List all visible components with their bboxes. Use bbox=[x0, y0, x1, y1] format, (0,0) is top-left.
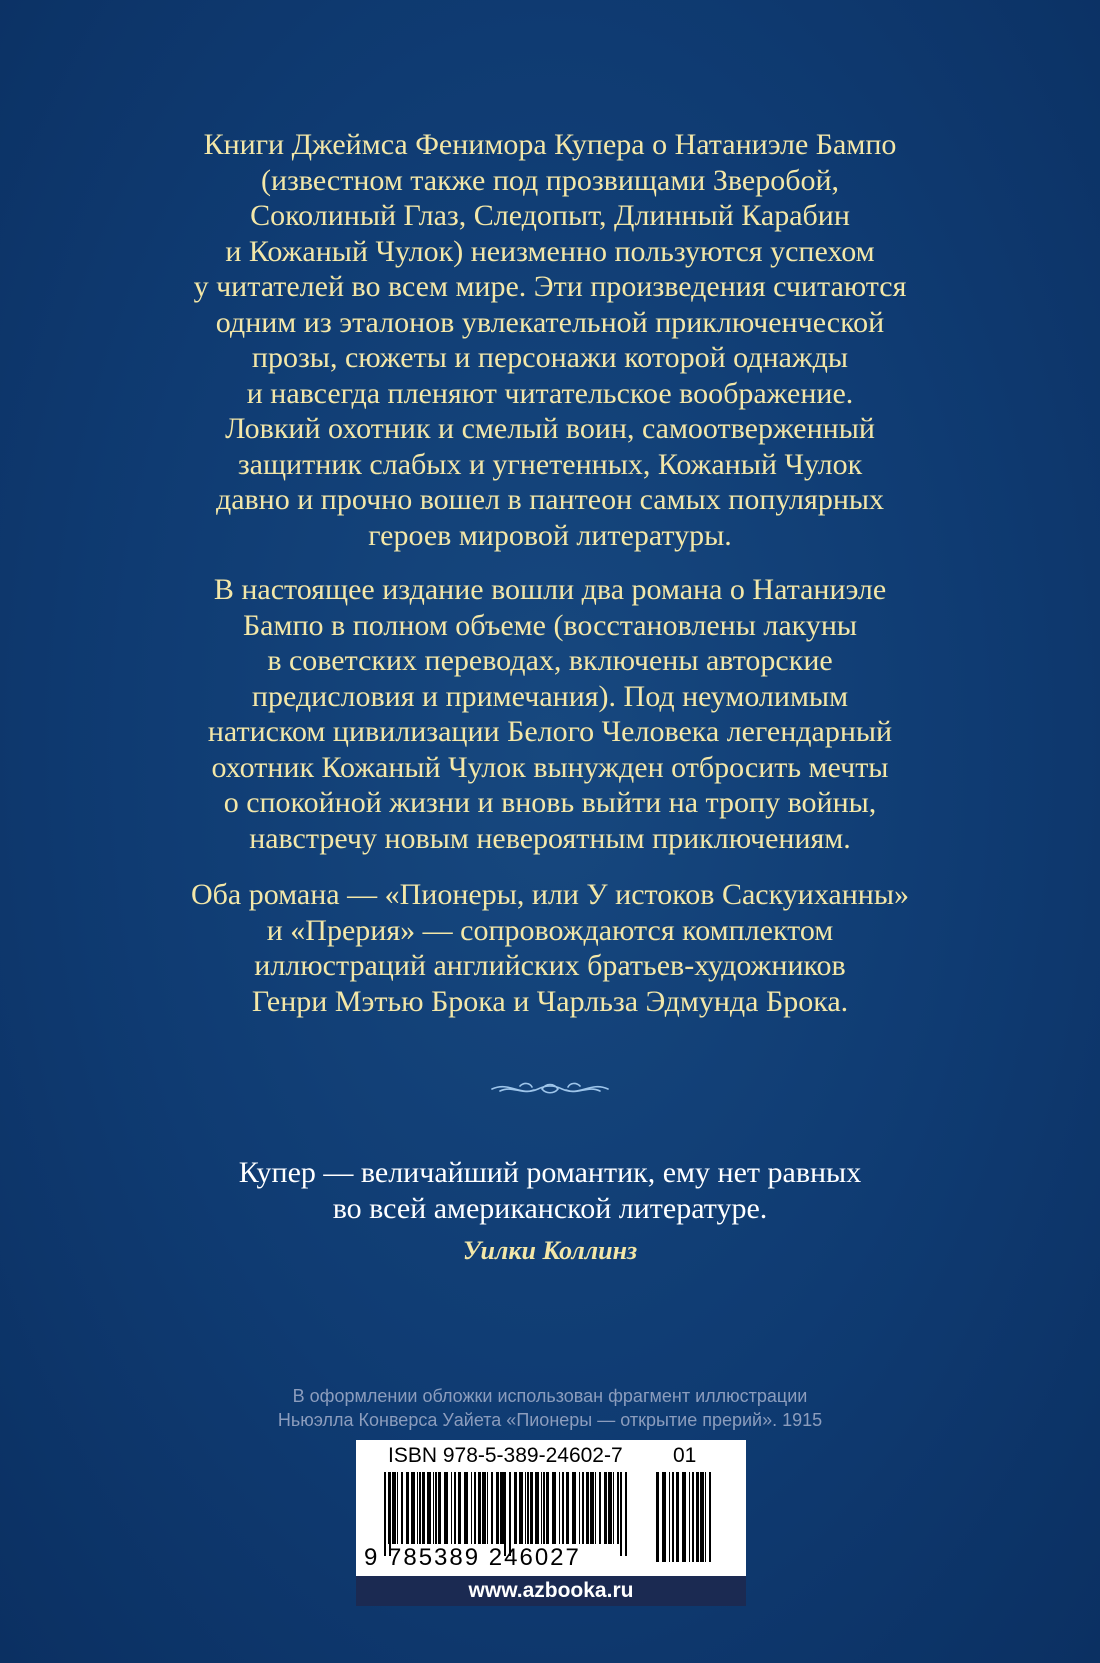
text-line: героев мировой литературы. bbox=[368, 518, 732, 552]
text-line: иллюстраций английских братьев-художников bbox=[254, 949, 846, 982]
text-line: и «Прерия» — сопровождаются комплектом bbox=[266, 913, 834, 947]
text-line: натиском цивилизации Белого Человека легендарный bbox=[207, 715, 893, 748]
text-line: навстречу новым невероятным приключениям. bbox=[249, 821, 851, 855]
text-line: Ловкий охотник и смелый воин, самоотверженный bbox=[225, 412, 875, 445]
isbn-label: ISBN 978-5-389-24602-7 bbox=[388, 1444, 623, 1467]
text-line: давно и прочно вошел в пантеон самых популярных bbox=[215, 483, 885, 516]
text-line: у читателей во всем мире. Эти произведения считаются bbox=[193, 270, 907, 303]
text-line: защитник слабых и угнетенных, Кожаный Чулок bbox=[237, 447, 863, 481]
text-line: предисловия и примечания). Под неумолимым bbox=[251, 679, 849, 713]
isbn-barcode bbox=[356, 1440, 746, 1576]
text-line: о спокойной жизни и вновь выйти на тропу войны, bbox=[223, 786, 877, 819]
text-line: одним из эталонов увлекательной приключенческой bbox=[215, 305, 885, 339]
epigraph-quote bbox=[120, 1155, 980, 1227]
text-line: и Кожаный Чулок) неизменно пользуются успехом bbox=[225, 234, 875, 268]
scroll-flourish-icon bbox=[490, 1077, 610, 1101]
quote-line: во всей американской литературе. bbox=[332, 1192, 768, 1225]
blurb-paragraph-3 bbox=[120, 877, 980, 1019]
text-line: Оба романа — «Пионеры, или У истоков Саскуиханны» bbox=[190, 878, 910, 911]
text-line: прозы, сюжеты и персонажи которой однажды bbox=[251, 341, 849, 374]
text-line: Соколиный Глаз, Следопыт, Длинный Карабин bbox=[250, 199, 850, 232]
publisher-website: www.azbooka.ru bbox=[356, 1576, 746, 1606]
text-line: Бампо в полном объеме (восстановлены лакуны bbox=[242, 608, 858, 642]
text-line: и навсегда пленяют читательское воображение. bbox=[246, 376, 854, 410]
text-line: Генри Мэтью Брока и Чарльза Эдмунда Брока. bbox=[251, 984, 849, 1018]
quote-author: Уилки Коллинз bbox=[462, 1236, 638, 1265]
ean-digits: 9 785389 246027 bbox=[364, 1544, 581, 1571]
text-line: В настоящее издание вошли два романа о Натаниэле bbox=[213, 573, 887, 606]
credit-line: Ньюэлла Конверса Уайета «Пионеры — открытие прерий». 1915 bbox=[277, 1410, 823, 1430]
blurb-paragraph-1 bbox=[120, 127, 980, 553]
text-line: в советских переводах, включены авторские bbox=[267, 644, 833, 677]
quote-line: Купер — величайший романтик, ему нет равных bbox=[238, 1156, 862, 1189]
text-line: охотник Кожаный Чулок вынужден отбросить мечты bbox=[211, 750, 889, 784]
credit-line: В оформлении обложки использован фрагмент иллюстрации bbox=[292, 1386, 808, 1406]
text-line: (известном также под прозвищами Зверобой, bbox=[260, 163, 840, 197]
blurb-paragraph-2 bbox=[120, 572, 980, 856]
text-line: Книги Джеймса Фенимора Купера о Натаниэле Бампо bbox=[203, 128, 897, 161]
cover-credit bbox=[150, 1384, 950, 1432]
isbn-addon-code: 01 bbox=[673, 1444, 697, 1467]
